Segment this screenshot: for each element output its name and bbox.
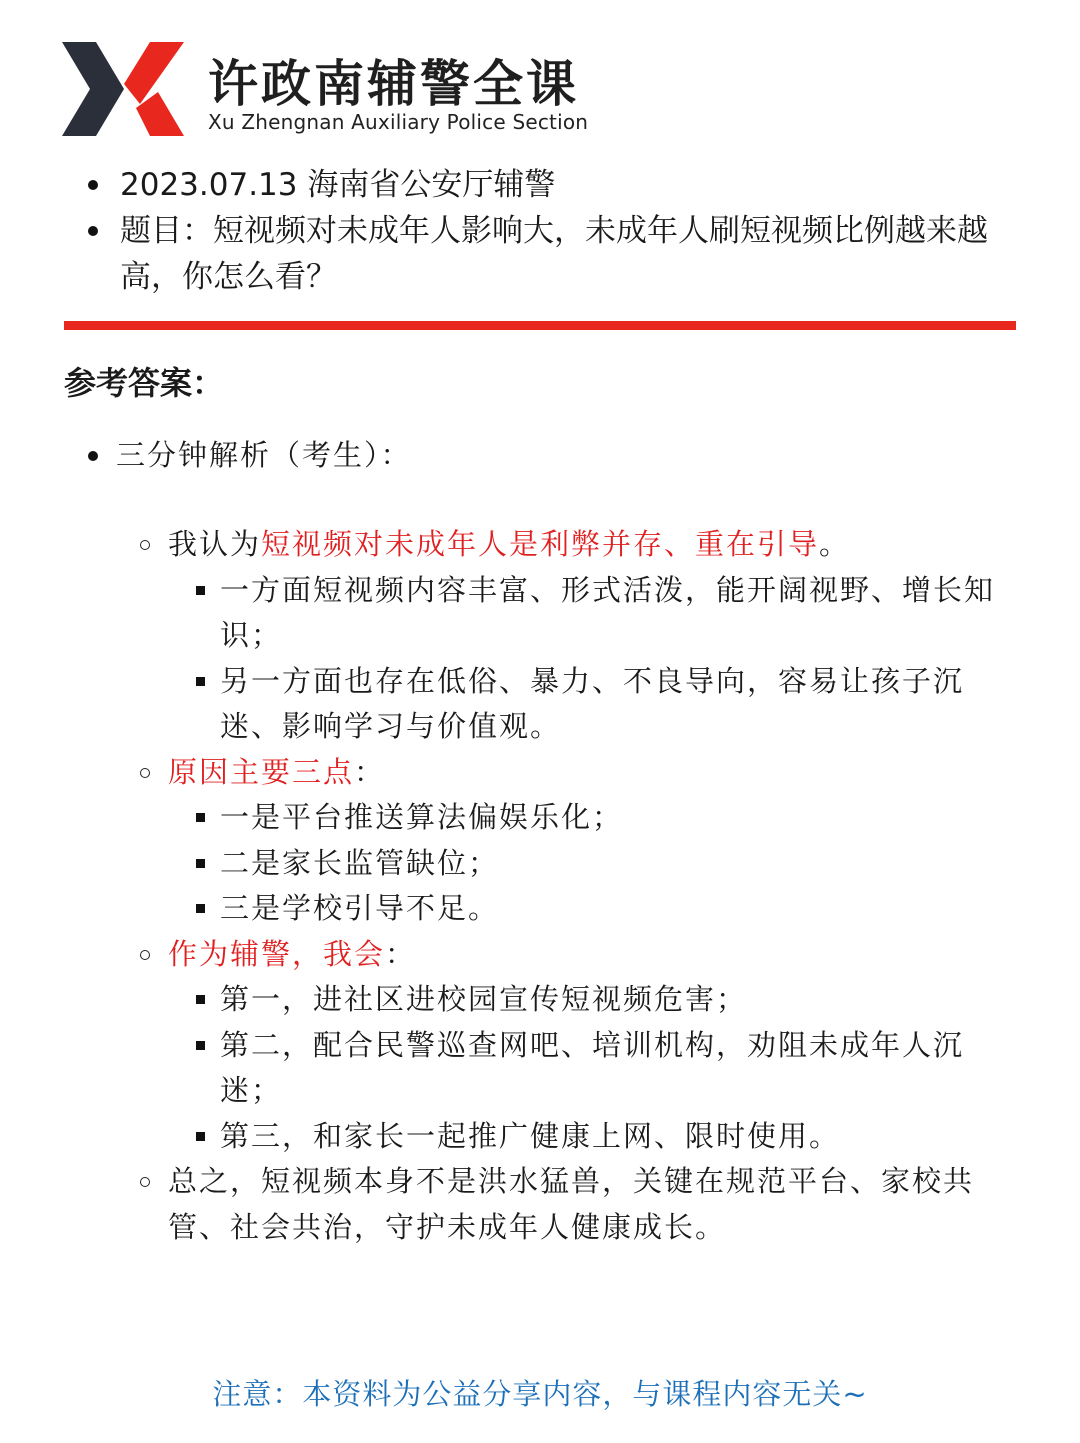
sub-point-item bbox=[140, 568, 1020, 659]
sub-point-item bbox=[140, 886, 1020, 932]
sub-point-item bbox=[140, 1114, 1020, 1160]
sub-point-text: 第一，进社区进校园宣传短视频危害； bbox=[220, 982, 748, 1016]
circle-bullet-icon bbox=[140, 768, 150, 778]
conclusion-text: 总之，短视频本身不是洪水猛兽，关键在规范平台、家校共管、社会共治，守护未成年人健康成长。 bbox=[168, 1164, 975, 1244]
point-item bbox=[140, 932, 1020, 978]
exam-info-item bbox=[88, 162, 1018, 208]
bullet-dot-icon bbox=[88, 226, 98, 236]
bullet-dot-icon bbox=[88, 451, 98, 461]
point-prefix: 我认为 bbox=[168, 527, 262, 561]
answer-title: 参考答案： bbox=[64, 364, 225, 402]
point-suffix: ： bbox=[354, 754, 386, 789]
circle-bullet-icon bbox=[140, 1177, 150, 1187]
square-bullet-icon bbox=[196, 677, 205, 686]
exam-info-text: 2023.07.13 海南省公安厅辅警 bbox=[120, 167, 556, 203]
question-item bbox=[88, 208, 1018, 300]
bullet-dot-icon bbox=[88, 180, 98, 190]
brand-name-cn: 许政南辅警全课 bbox=[208, 55, 579, 113]
sub-point-item bbox=[140, 841, 1020, 887]
question-text: 题目：短视频对未成年人影响大，未成年人刷短视频比例越来越高，你怎么看？ bbox=[120, 213, 988, 295]
answer-points bbox=[140, 522, 1020, 1250]
conclusion-item bbox=[140, 1159, 1020, 1250]
point-highlight: 原因主要三点 bbox=[168, 754, 355, 789]
point-suffix: 。 bbox=[819, 527, 851, 561]
square-bullet-icon bbox=[196, 586, 205, 595]
square-bullet-icon bbox=[196, 859, 205, 868]
section-label-text: 三分钟解析（考生）： bbox=[116, 438, 412, 472]
red-divider bbox=[64, 321, 1016, 330]
sub-point-text: 一方面短视频内容丰富、形式活泼，能开阔视野、增长知识； bbox=[220, 572, 996, 652]
point-highlight: 短视频对未成年人是利弊并存、重在引导 bbox=[261, 527, 820, 561]
circle-bullet-icon bbox=[140, 950, 150, 960]
sub-point-text: 二是家长监管缺位； bbox=[220, 845, 500, 880]
question-info-list bbox=[88, 162, 1018, 300]
point-item bbox=[140, 522, 1020, 568]
brand-name-en: Xu Zhengnan Auxiliary Police Section bbox=[208, 110, 589, 134]
point-item bbox=[140, 750, 1020, 796]
sub-point-item bbox=[140, 795, 1020, 841]
sub-point-text: 另一方面也存在低俗、暴力、不良导向，容易让孩子沉迷、影响学习与价值观。 bbox=[220, 663, 965, 743]
sub-point-text: 三是学校引导不足。 bbox=[220, 891, 500, 925]
sub-point-item bbox=[140, 1023, 1020, 1114]
brand-logo-icon bbox=[62, 42, 184, 136]
sub-point-text: 一是平台推送算法偏娱乐化； bbox=[220, 800, 624, 834]
circle-bullet-icon bbox=[140, 540, 150, 550]
sub-point-text: 第二，配合民警巡查网吧、培训机构，劝阻未成年人沉迷； bbox=[220, 1027, 965, 1107]
square-bullet-icon bbox=[196, 904, 205, 913]
sub-point-item bbox=[140, 659, 1020, 750]
sub-point-item bbox=[140, 977, 1020, 1023]
analysis-section-label bbox=[88, 432, 412, 478]
sub-point-text: 第三，和家长一起推广健康上网、限时使用。 bbox=[220, 1118, 841, 1153]
footer-note: 注意：本资料为公益分享内容，与课程内容无关~ bbox=[212, 1377, 868, 1411]
square-bullet-icon bbox=[196, 1041, 205, 1050]
point-highlight: 作为辅警，我会 bbox=[168, 936, 386, 971]
brand-header bbox=[62, 40, 622, 140]
square-bullet-icon bbox=[196, 1132, 205, 1141]
square-bullet-icon bbox=[196, 813, 205, 822]
square-bullet-icon bbox=[196, 995, 205, 1004]
point-suffix: ： bbox=[385, 936, 417, 971]
